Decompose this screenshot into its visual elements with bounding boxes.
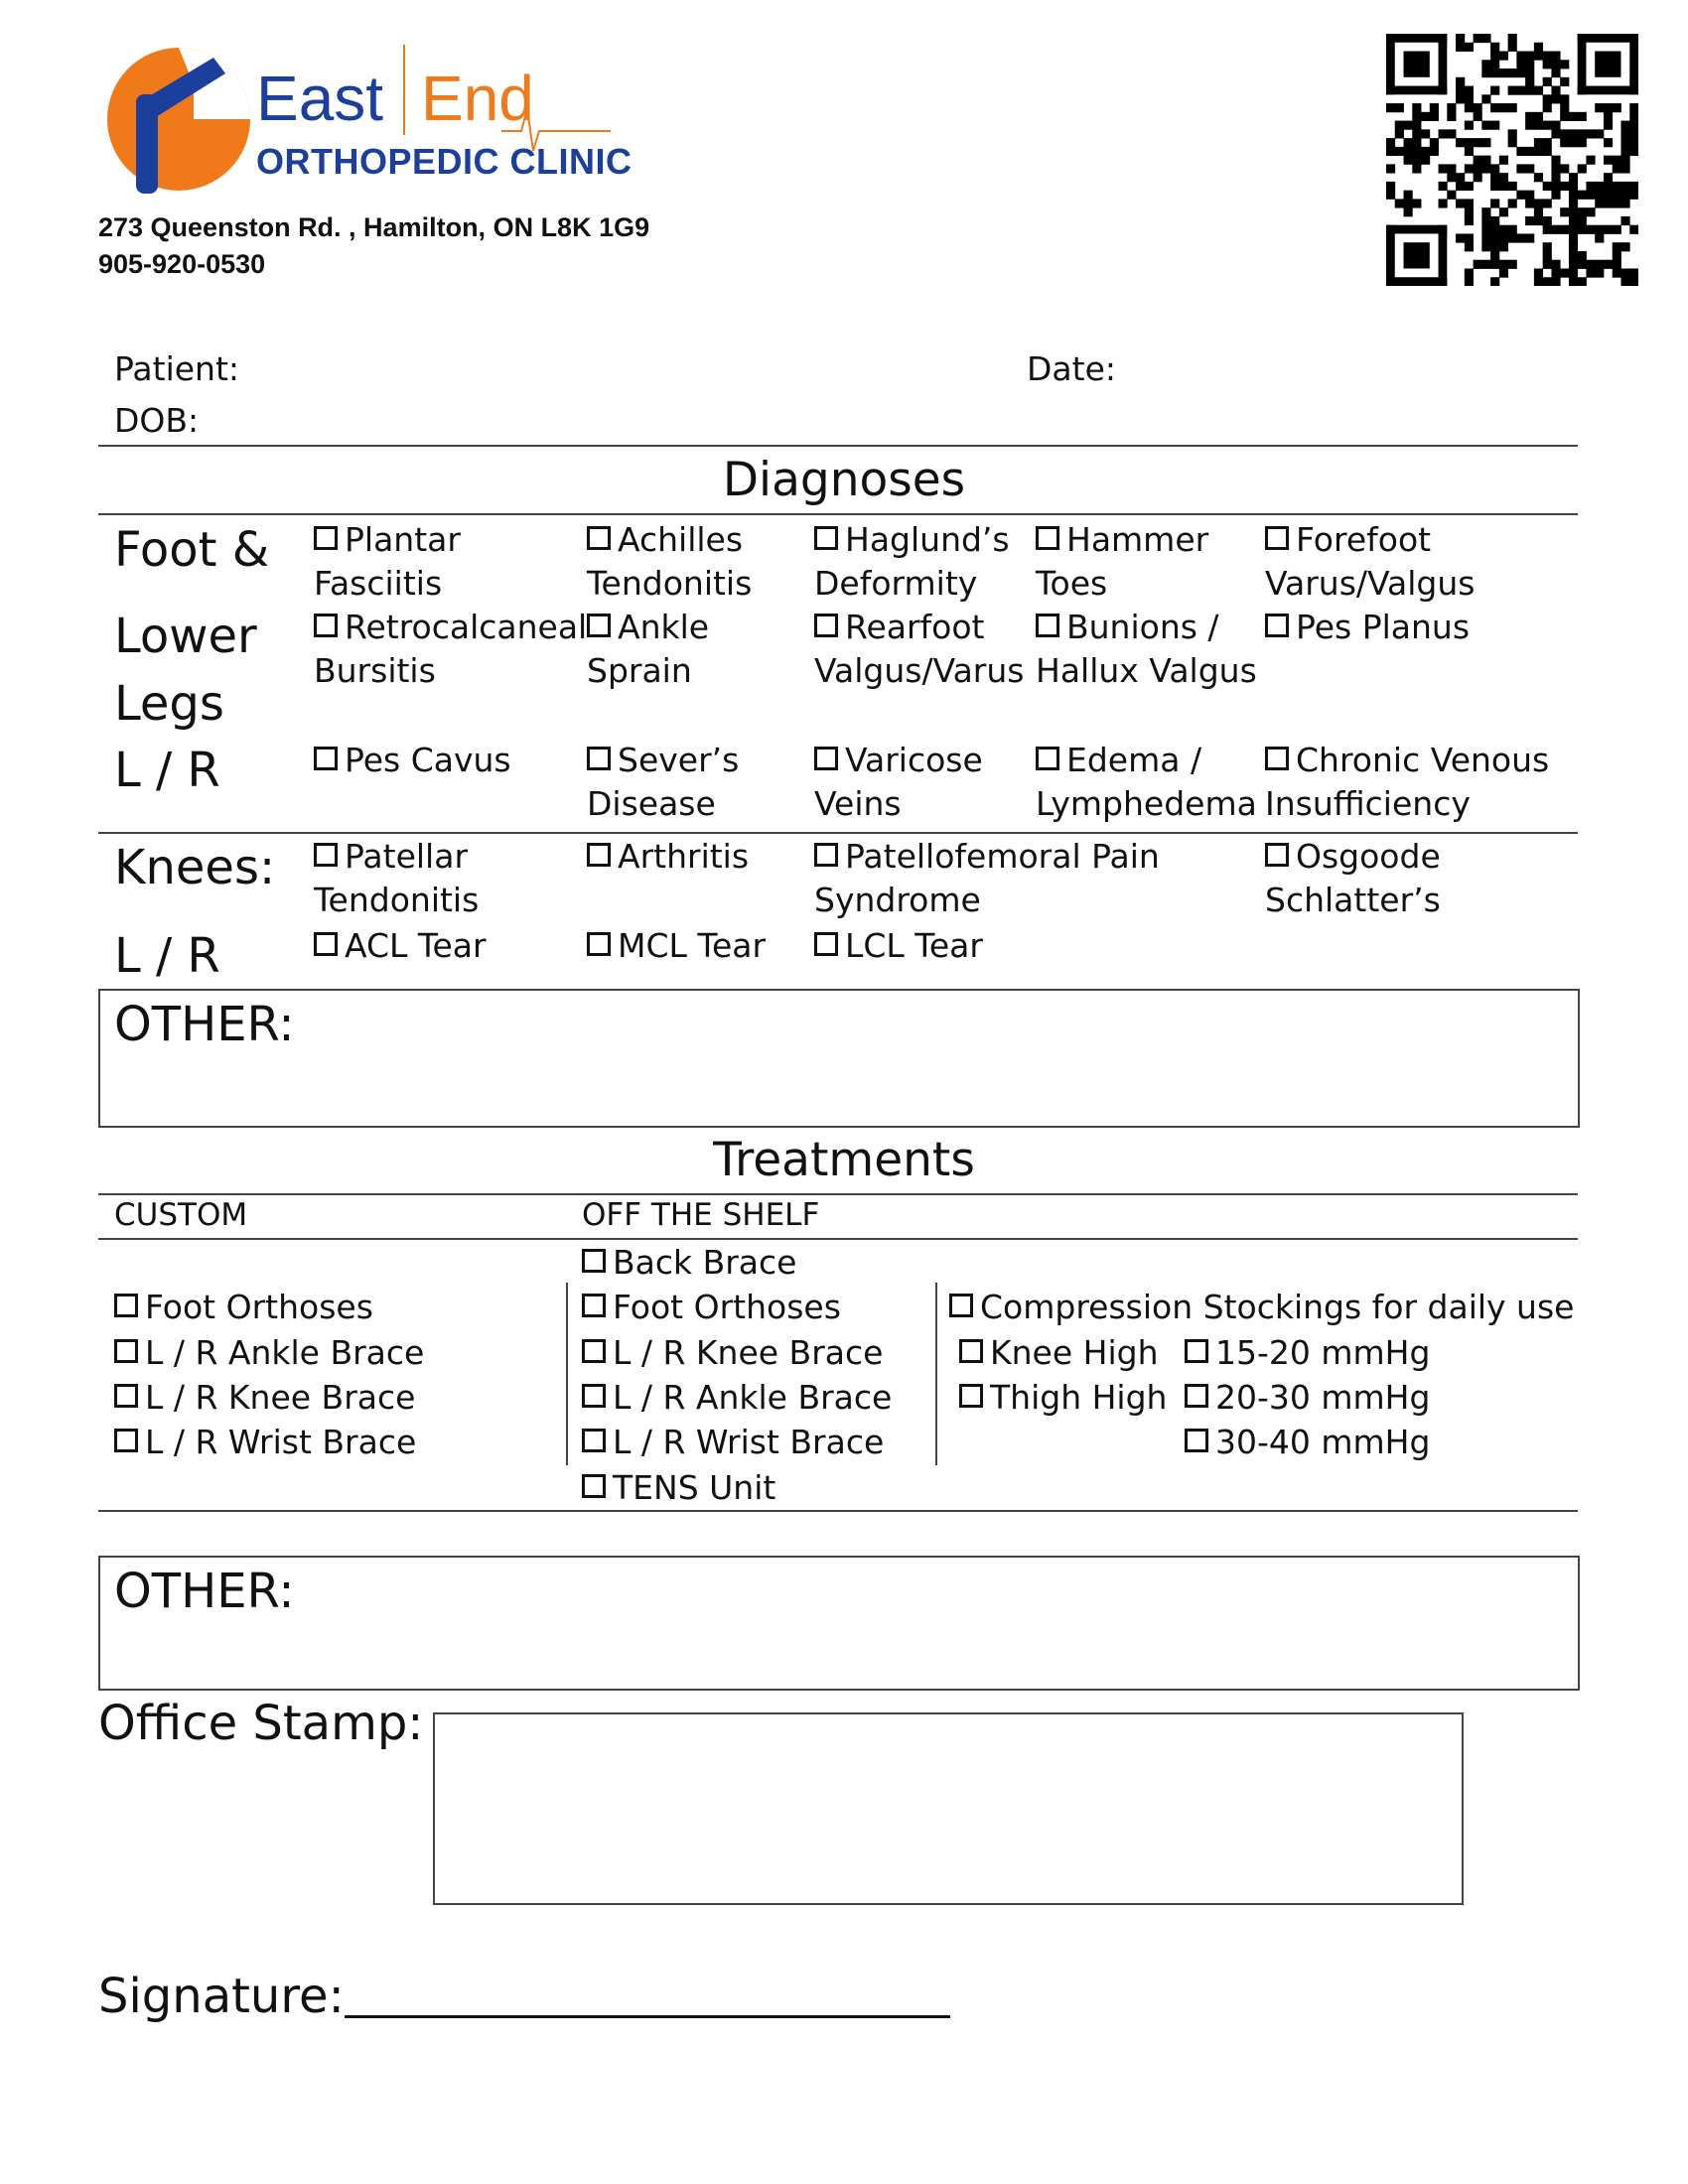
patient-label: Patient: bbox=[114, 349, 240, 388]
shelf-l-r-ankle-brace[interactable] bbox=[582, 1376, 892, 1420]
foot-label-line3: Legs bbox=[114, 676, 224, 732]
treatment-label: Compression Stockings for daily use bbox=[980, 1288, 1575, 1326]
knees-label: Knees: bbox=[114, 840, 276, 895]
checkbox[interactable] bbox=[114, 1384, 138, 1408]
divider bbox=[98, 832, 1578, 834]
item-label-line: ACL Tear bbox=[345, 926, 487, 965]
diagnosis-option-knee-patellar[interactable] bbox=[314, 835, 479, 922]
divider bbox=[98, 1510, 1578, 1512]
treatment-label: 20-30 mmHg bbox=[1215, 1378, 1431, 1417]
item-label-line: Forefoot bbox=[1296, 520, 1432, 559]
item-label-line: Veins bbox=[814, 784, 902, 823]
treatment-label: TENS Unit bbox=[613, 1468, 776, 1507]
treatment-label: L / R Wrist Brace bbox=[145, 1423, 417, 1461]
custom-foot-orthoses[interactable] bbox=[114, 1286, 373, 1329]
compression-15-20-mmhg[interactable] bbox=[1185, 1331, 1430, 1375]
treatment-label: Foot Orthoses bbox=[145, 1288, 373, 1326]
item-label-line: Bunions / bbox=[1066, 608, 1219, 646]
diagnoses-other-box[interactable] bbox=[98, 989, 1580, 1128]
checkbox[interactable] bbox=[1185, 1429, 1208, 1452]
item-label-line: Disease bbox=[587, 784, 716, 823]
checkbox[interactable] bbox=[1036, 747, 1059, 770]
item-label-line: Rearfoot bbox=[845, 608, 985, 646]
checkbox[interactable] bbox=[314, 843, 338, 867]
checkbox[interactable] bbox=[587, 747, 611, 770]
column-divider bbox=[935, 1283, 937, 1465]
treatment-label: Thigh High bbox=[990, 1378, 1168, 1417]
item-label-line: Patellofemoral Pain bbox=[845, 837, 1160, 876]
item-label-line: Schlatter’s bbox=[1265, 881, 1441, 919]
checkbox[interactable] bbox=[114, 1294, 138, 1317]
compression-knee-high[interactable] bbox=[959, 1331, 1159, 1375]
item-label-line: Syndrome bbox=[814, 881, 981, 919]
item-label-line: Haglund’s bbox=[845, 520, 1010, 559]
item-label-line: Ankle bbox=[618, 608, 710, 646]
treatment-label: Knee High bbox=[990, 1333, 1159, 1372]
diagnosis-option-knee-mcl-tear[interactable] bbox=[587, 924, 766, 968]
diagnosis-option-rearfoot[interactable] bbox=[814, 606, 1025, 693]
divider bbox=[98, 445, 1578, 447]
compression-20-30-mmhg[interactable] bbox=[1185, 1376, 1430, 1420]
item-label-line: Lymphedema bbox=[1036, 784, 1257, 823]
checkbox[interactable] bbox=[114, 1339, 138, 1363]
treatment-label: L / R Wrist Brace bbox=[613, 1423, 885, 1461]
compression-stockings-option[interactable] bbox=[949, 1286, 1574, 1329]
item-label-line: Sever’s bbox=[618, 741, 740, 779]
clinic-address: 273 Queenston Rd. , Hamilton, ON L8K 1G9 bbox=[98, 212, 650, 242]
item-label-line: Plantar bbox=[345, 520, 461, 559]
office-stamp-label: Office Stamp: bbox=[98, 1696, 424, 1751]
item-label-line: Deformity bbox=[814, 564, 978, 603]
diagnosis-option-edema[interactable] bbox=[1036, 739, 1257, 826]
signature-label: Signature: bbox=[98, 1969, 345, 2024]
checkbox[interactable] bbox=[587, 526, 611, 550]
item-label-line: Varicose bbox=[845, 741, 983, 779]
checkbox[interactable] bbox=[314, 526, 338, 550]
checkbox[interactable] bbox=[114, 1429, 138, 1452]
diagnosis-option-knee-lcl-tear[interactable] bbox=[814, 924, 983, 968]
item-label-line: Sprain bbox=[587, 651, 692, 690]
checkbox[interactable] bbox=[582, 1384, 606, 1408]
item-label-line: Osgoode bbox=[1296, 837, 1441, 876]
item-label-line: Hallux Valgus bbox=[1036, 651, 1257, 690]
divider bbox=[98, 1193, 1578, 1195]
divider bbox=[98, 513, 1578, 515]
checkbox[interactable] bbox=[1185, 1339, 1208, 1363]
checkbox[interactable] bbox=[587, 932, 611, 956]
treatment-label: 30-40 mmHg bbox=[1215, 1423, 1431, 1461]
diagnosis-option-ankle[interactable] bbox=[587, 606, 709, 693]
treatment-label: L / R Knee Brace bbox=[613, 1333, 884, 1372]
item-label-line: Retrocalcaneal bbox=[345, 608, 588, 646]
checkbox[interactable] bbox=[959, 1384, 983, 1408]
treatments-other-box[interactable] bbox=[98, 1556, 1580, 1691]
treatment-label: Back Brace bbox=[613, 1243, 797, 1282]
logo-east-text: East bbox=[256, 63, 384, 134]
diagnoses-title: Diagnoses bbox=[722, 453, 966, 507]
checkbox[interactable] bbox=[587, 614, 611, 637]
item-label-line: Fasciitis bbox=[314, 564, 443, 603]
diagnosis-option-plantar[interactable] bbox=[314, 518, 461, 606]
column-divider bbox=[566, 1283, 568, 1465]
logo-subtitle: ORTHOPEDIC CLINIC bbox=[256, 141, 633, 182]
off-the-shelf-header: OFF THE SHELF bbox=[582, 1197, 820, 1233]
item-label-line: LCL Tear bbox=[845, 926, 983, 965]
diagnosis-option-varicose[interactable] bbox=[814, 739, 983, 826]
foot-label-line4: L / R bbox=[114, 743, 220, 798]
checkbox[interactable] bbox=[582, 1339, 606, 1363]
diagnosis-option-pes-planus[interactable] bbox=[1265, 606, 1470, 649]
checkbox[interactable] bbox=[582, 1429, 606, 1452]
diagnosis-option-hammer[interactable] bbox=[1036, 518, 1208, 606]
diagnosis-option-haglund-s[interactable] bbox=[814, 518, 1010, 606]
shelf-l-r-wrist-brace[interactable] bbox=[582, 1421, 884, 1464]
item-label-line: Arthritis bbox=[618, 837, 750, 876]
treatment-label: L / R Ankle Brace bbox=[145, 1333, 425, 1372]
diagnosis-option-knee-arthritis[interactable] bbox=[587, 835, 749, 879]
checkbox[interactable] bbox=[314, 614, 338, 637]
item-label-line: Tendonitis bbox=[587, 564, 753, 603]
knees-side-label: L / R bbox=[114, 928, 220, 984]
qr-code bbox=[1386, 34, 1638, 286]
checkbox[interactable] bbox=[582, 1474, 606, 1498]
custom-l-r-ankle-brace[interactable] bbox=[114, 1331, 424, 1375]
logo-end-text: End bbox=[421, 63, 534, 134]
custom-header: CUSTOM bbox=[114, 1197, 248, 1233]
checkbox[interactable] bbox=[1036, 526, 1059, 550]
item-label-line: MCL Tear bbox=[618, 926, 767, 965]
foot-label-line2: Lower bbox=[114, 609, 257, 664]
diagnoses-other-label: OTHER: bbox=[114, 997, 295, 1052]
item-label-line: Tendonitis bbox=[314, 881, 480, 919]
checkbox[interactable] bbox=[959, 1339, 983, 1363]
checkbox[interactable] bbox=[1265, 614, 1289, 637]
diagnosis-option-sever-s[interactable] bbox=[587, 739, 739, 826]
item-label-line: Pes Cavus bbox=[345, 741, 511, 779]
checkbox[interactable] bbox=[582, 1294, 606, 1317]
custom-l-r-wrist-brace[interactable] bbox=[114, 1421, 416, 1464]
checkbox[interactable] bbox=[814, 843, 838, 867]
signature-line[interactable] bbox=[98, 1969, 950, 2024]
diagnosis-option-achilles[interactable] bbox=[587, 518, 752, 606]
shelf-back-brace[interactable] bbox=[582, 1241, 796, 1285]
item-label-line: Chronic Venous bbox=[1296, 741, 1550, 779]
treatment-label: L / R Knee Brace bbox=[145, 1378, 416, 1417]
checkbox[interactable] bbox=[949, 1294, 973, 1317]
checkbox[interactable] bbox=[814, 932, 838, 956]
checkbox[interactable] bbox=[814, 614, 838, 637]
diagnosis-option-bunions[interactable] bbox=[1036, 606, 1257, 693]
checkbox[interactable] bbox=[314, 932, 338, 956]
divider bbox=[98, 1238, 1578, 1240]
treatment-label: Foot Orthoses bbox=[613, 1288, 841, 1326]
checkbox[interactable] bbox=[814, 526, 838, 550]
clinic-phone: 905-920-0530 bbox=[98, 249, 266, 279]
treatment-label: L / R Ankle Brace bbox=[613, 1378, 893, 1417]
checkbox[interactable] bbox=[1265, 526, 1289, 550]
item-label-line: Toes bbox=[1036, 564, 1108, 603]
shelf-l-r-knee-brace[interactable] bbox=[582, 1331, 883, 1375]
item-label-line: Bursitis bbox=[314, 651, 436, 690]
compression-thigh-high[interactable] bbox=[959, 1376, 1167, 1420]
diagnosis-option-chronic-venous[interactable] bbox=[1265, 739, 1549, 826]
date-label: Date: bbox=[1027, 349, 1116, 388]
compression-30-40-mmhg[interactable] bbox=[1185, 1421, 1430, 1464]
shelf-foot-orthoses[interactable] bbox=[582, 1286, 841, 1329]
signature-underline[interactable] bbox=[345, 1970, 950, 2018]
checkbox[interactable] bbox=[1265, 747, 1289, 770]
checkbox[interactable] bbox=[1036, 614, 1059, 637]
checkbox[interactable] bbox=[1185, 1384, 1208, 1408]
item-label-line: Varus/Valgus bbox=[1265, 564, 1476, 603]
diagnosis-option-pes-cavus[interactable] bbox=[314, 739, 511, 782]
shelf-tens-unit[interactable] bbox=[582, 1466, 775, 1510]
foot-label-line1: Foot & bbox=[114, 522, 270, 578]
diagnosis-option-knee-patellofemoral-pain[interactable] bbox=[814, 835, 1160, 922]
treatments-title: Treatments bbox=[713, 1133, 975, 1187]
treatments-other-label: OTHER: bbox=[114, 1564, 295, 1619]
item-label-line: Patellar bbox=[345, 837, 469, 876]
item-label-line: Achilles bbox=[618, 520, 744, 559]
item-label-line: Valgus/Varus bbox=[814, 651, 1025, 690]
checkbox[interactable] bbox=[814, 747, 838, 770]
dob-label: DOB: bbox=[114, 401, 200, 440]
item-label-line: Insufficiency bbox=[1265, 784, 1471, 823]
custom-l-r-knee-brace[interactable] bbox=[114, 1376, 415, 1420]
checkbox[interactable] bbox=[1265, 843, 1289, 867]
checkbox[interactable] bbox=[314, 747, 338, 770]
office-stamp-box[interactable] bbox=[433, 1712, 1464, 1905]
item-label-line: Edema / bbox=[1066, 741, 1202, 779]
diagnosis-option-knee-osgoode[interactable] bbox=[1265, 835, 1441, 922]
checkbox[interactable] bbox=[582, 1249, 606, 1273]
diagnosis-option-knee-acl-tear[interactable] bbox=[314, 924, 487, 968]
treatment-label: 15-20 mmHg bbox=[1215, 1333, 1431, 1372]
item-label-line: Hammer bbox=[1066, 520, 1209, 559]
diagnosis-option-forefoot[interactable] bbox=[1265, 518, 1476, 606]
diagnosis-option-retrocalcaneal[interactable] bbox=[314, 606, 587, 693]
checkbox[interactable] bbox=[587, 843, 611, 867]
item-label-line: Pes Planus bbox=[1296, 608, 1471, 646]
